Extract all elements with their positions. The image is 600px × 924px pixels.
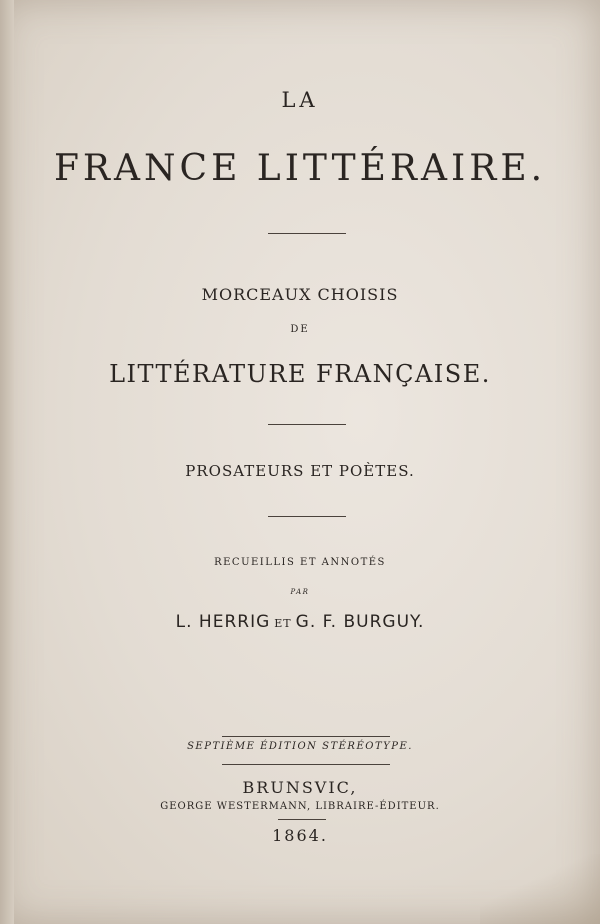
- et-conjunction: ET: [274, 617, 292, 630]
- subtitle-de: DE: [290, 324, 310, 335]
- divider-rule: [268, 233, 346, 234]
- divider-rule: [268, 516, 346, 517]
- divider-rule: [222, 764, 390, 765]
- title-article: LA: [281, 88, 319, 112]
- divider-rule: [222, 736, 390, 737]
- subtitle-line-2: LITTÉRATURE FRANÇAISE.: [109, 360, 491, 388]
- imprint-city: BRUNSVIC,: [242, 778, 358, 797]
- imprint-year: 1864.: [272, 826, 328, 845]
- edition-line: SEPTIÈME ÉDITION STÉRÉOTYPE.: [187, 741, 413, 752]
- page-corner-shadow: [480, 854, 600, 924]
- author-1: L. HERRIG: [175, 612, 271, 632]
- par-line: PAR: [290, 588, 310, 596]
- compiled-line: RECUEILLIS ET ANNOTÉS: [214, 557, 386, 568]
- subtitle-line-1: MORCEAUX CHOISIS: [201, 285, 399, 304]
- imprint-publisher: GEORGE WESTERMANN, LIBRAIRE-ÉDITEUR.: [160, 801, 440, 812]
- authors-line: [0, 612, 600, 632]
- book-title: FRANCE LITTÉRAIRE.: [53, 148, 547, 189]
- divider-rule: [268, 424, 346, 425]
- divider-rule: [278, 819, 326, 820]
- genres-line: PROSATEURS ET POÈTES.: [185, 462, 415, 480]
- author-2: G. F. BURGUY.: [295, 612, 425, 632]
